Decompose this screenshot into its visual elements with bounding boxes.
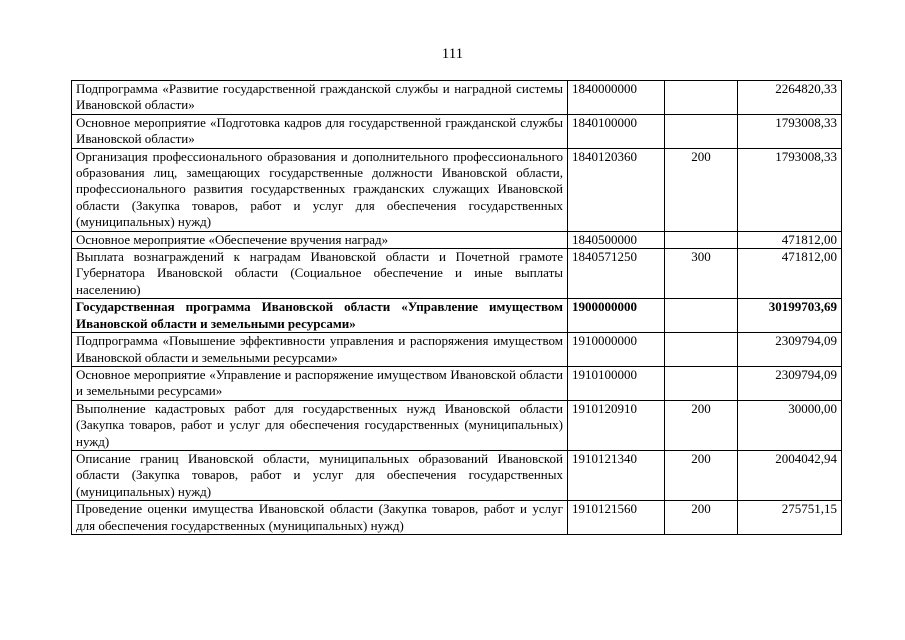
budget-table — [71, 80, 842, 535]
target-code-cell: 1910121340 — [568, 450, 665, 500]
expense-type-cell — [665, 333, 738, 367]
expense-name-cell: Описание границ Ивановской области, муниципальных образований Ивановской области (Закупка товаров, работ и услуг для обеспечения государственных (муниципальных) нужд) — [72, 450, 568, 500]
expense-name-cell: Проведение оценки имущества Ивановской области (Закупка товаров, работ и услуг для обеспечения государственных (муниципальных) нужд) — [72, 501, 568, 535]
amount-cell: 275751,15 — [738, 501, 842, 535]
expense-type-cell — [665, 81, 738, 115]
table-row — [72, 148, 842, 231]
target-code-cell: 1840571250 — [568, 249, 665, 299]
target-code-cell: 1840120360 — [568, 148, 665, 231]
table-row — [72, 114, 842, 148]
expense-type-cell — [665, 114, 738, 148]
amount-cell: 2264820,33 — [738, 81, 842, 115]
expense-name-cell: Подпрограмма «Повышение эффективности управления и распоряжения имуществом Ивановской области и земельными ресурсами» — [72, 333, 568, 367]
expense-name-cell: Организация профессионального образования и дополнительного профессионального образования лиц, замещающих государственные должности Ивановской области, профессионального развития государственных гражданских служащих Ивановской области (Закупка товаров, работ и услуг для обеспечения государственных (муниципальных) нужд) — [72, 148, 568, 231]
amount-cell: 30199703,69 — [738, 299, 842, 333]
table-row — [72, 366, 842, 400]
amount-cell: 471812,00 — [738, 231, 842, 248]
budget-table-body — [72, 81, 842, 535]
expense-type-cell: 300 — [665, 249, 738, 299]
target-code-cell: 1840000000 — [568, 81, 665, 115]
expense-type-cell: 200 — [665, 400, 738, 450]
amount-cell: 2309794,09 — [738, 333, 842, 367]
table-row — [72, 231, 842, 248]
expense-type-cell: 200 — [665, 501, 738, 535]
target-code-cell: 1910121560 — [568, 501, 665, 535]
table-row — [72, 501, 842, 535]
target-code-cell: 1910000000 — [568, 333, 665, 367]
target-code-cell: 1840500000 — [568, 231, 665, 248]
expense-name-cell: Основное мероприятие «Подготовка кадров для государственной гражданской службы Ивановской области» — [72, 114, 568, 148]
target-code-cell: 1900000000 — [568, 299, 665, 333]
expense-name-cell: Выполнение кадастровых работ для государственных нужд Ивановской области (Закупка товаров, работ и услуг для обеспечения государственных (муниципальных) нужд) — [72, 400, 568, 450]
amount-cell: 2004042,94 — [738, 450, 842, 500]
expense-type-cell — [665, 366, 738, 400]
target-code-cell: 1840100000 — [568, 114, 665, 148]
target-code-cell: 1910100000 — [568, 366, 665, 400]
table-row — [72, 333, 842, 367]
expense-name-cell: Подпрограмма «Развитие государственной гражданской службы и наградной системы Ивановской области» — [72, 81, 568, 115]
table-row — [72, 81, 842, 115]
table-row — [72, 400, 842, 450]
expense-type-cell: 200 — [665, 148, 738, 231]
table-row — [72, 249, 842, 299]
expense-type-cell — [665, 299, 738, 333]
page-number: 111 — [441, 46, 464, 62]
expense-name-cell: Выплата вознаграждений к наградам Ивановской области и Почетной грамоте Губернатора Ивановской области (Социальное обеспечение и иные выплаты населению) — [72, 249, 568, 299]
expense-name-cell: Основное мероприятие «Обеспечение вручения наград» — [72, 231, 568, 248]
expense-type-cell: 200 — [665, 450, 738, 500]
amount-cell: 471812,00 — [738, 249, 842, 299]
expense-name-cell: Государственная программа Ивановской области «Управление имуществом Ивановской области и земельными ресурсами» — [72, 299, 568, 333]
amount-cell: 2309794,09 — [738, 366, 842, 400]
expense-type-cell — [665, 231, 738, 248]
table-row — [72, 450, 842, 500]
target-code-cell: 1910120910 — [568, 400, 665, 450]
expense-name-cell: Основное мероприятие «Управление и распоряжение имуществом Ивановской области и земельными ресурсами» — [72, 366, 568, 400]
table-row — [72, 299, 842, 333]
amount-cell: 30000,00 — [738, 400, 842, 450]
amount-cell: 1793008,33 — [738, 114, 842, 148]
amount-cell: 1793008,33 — [738, 148, 842, 231]
